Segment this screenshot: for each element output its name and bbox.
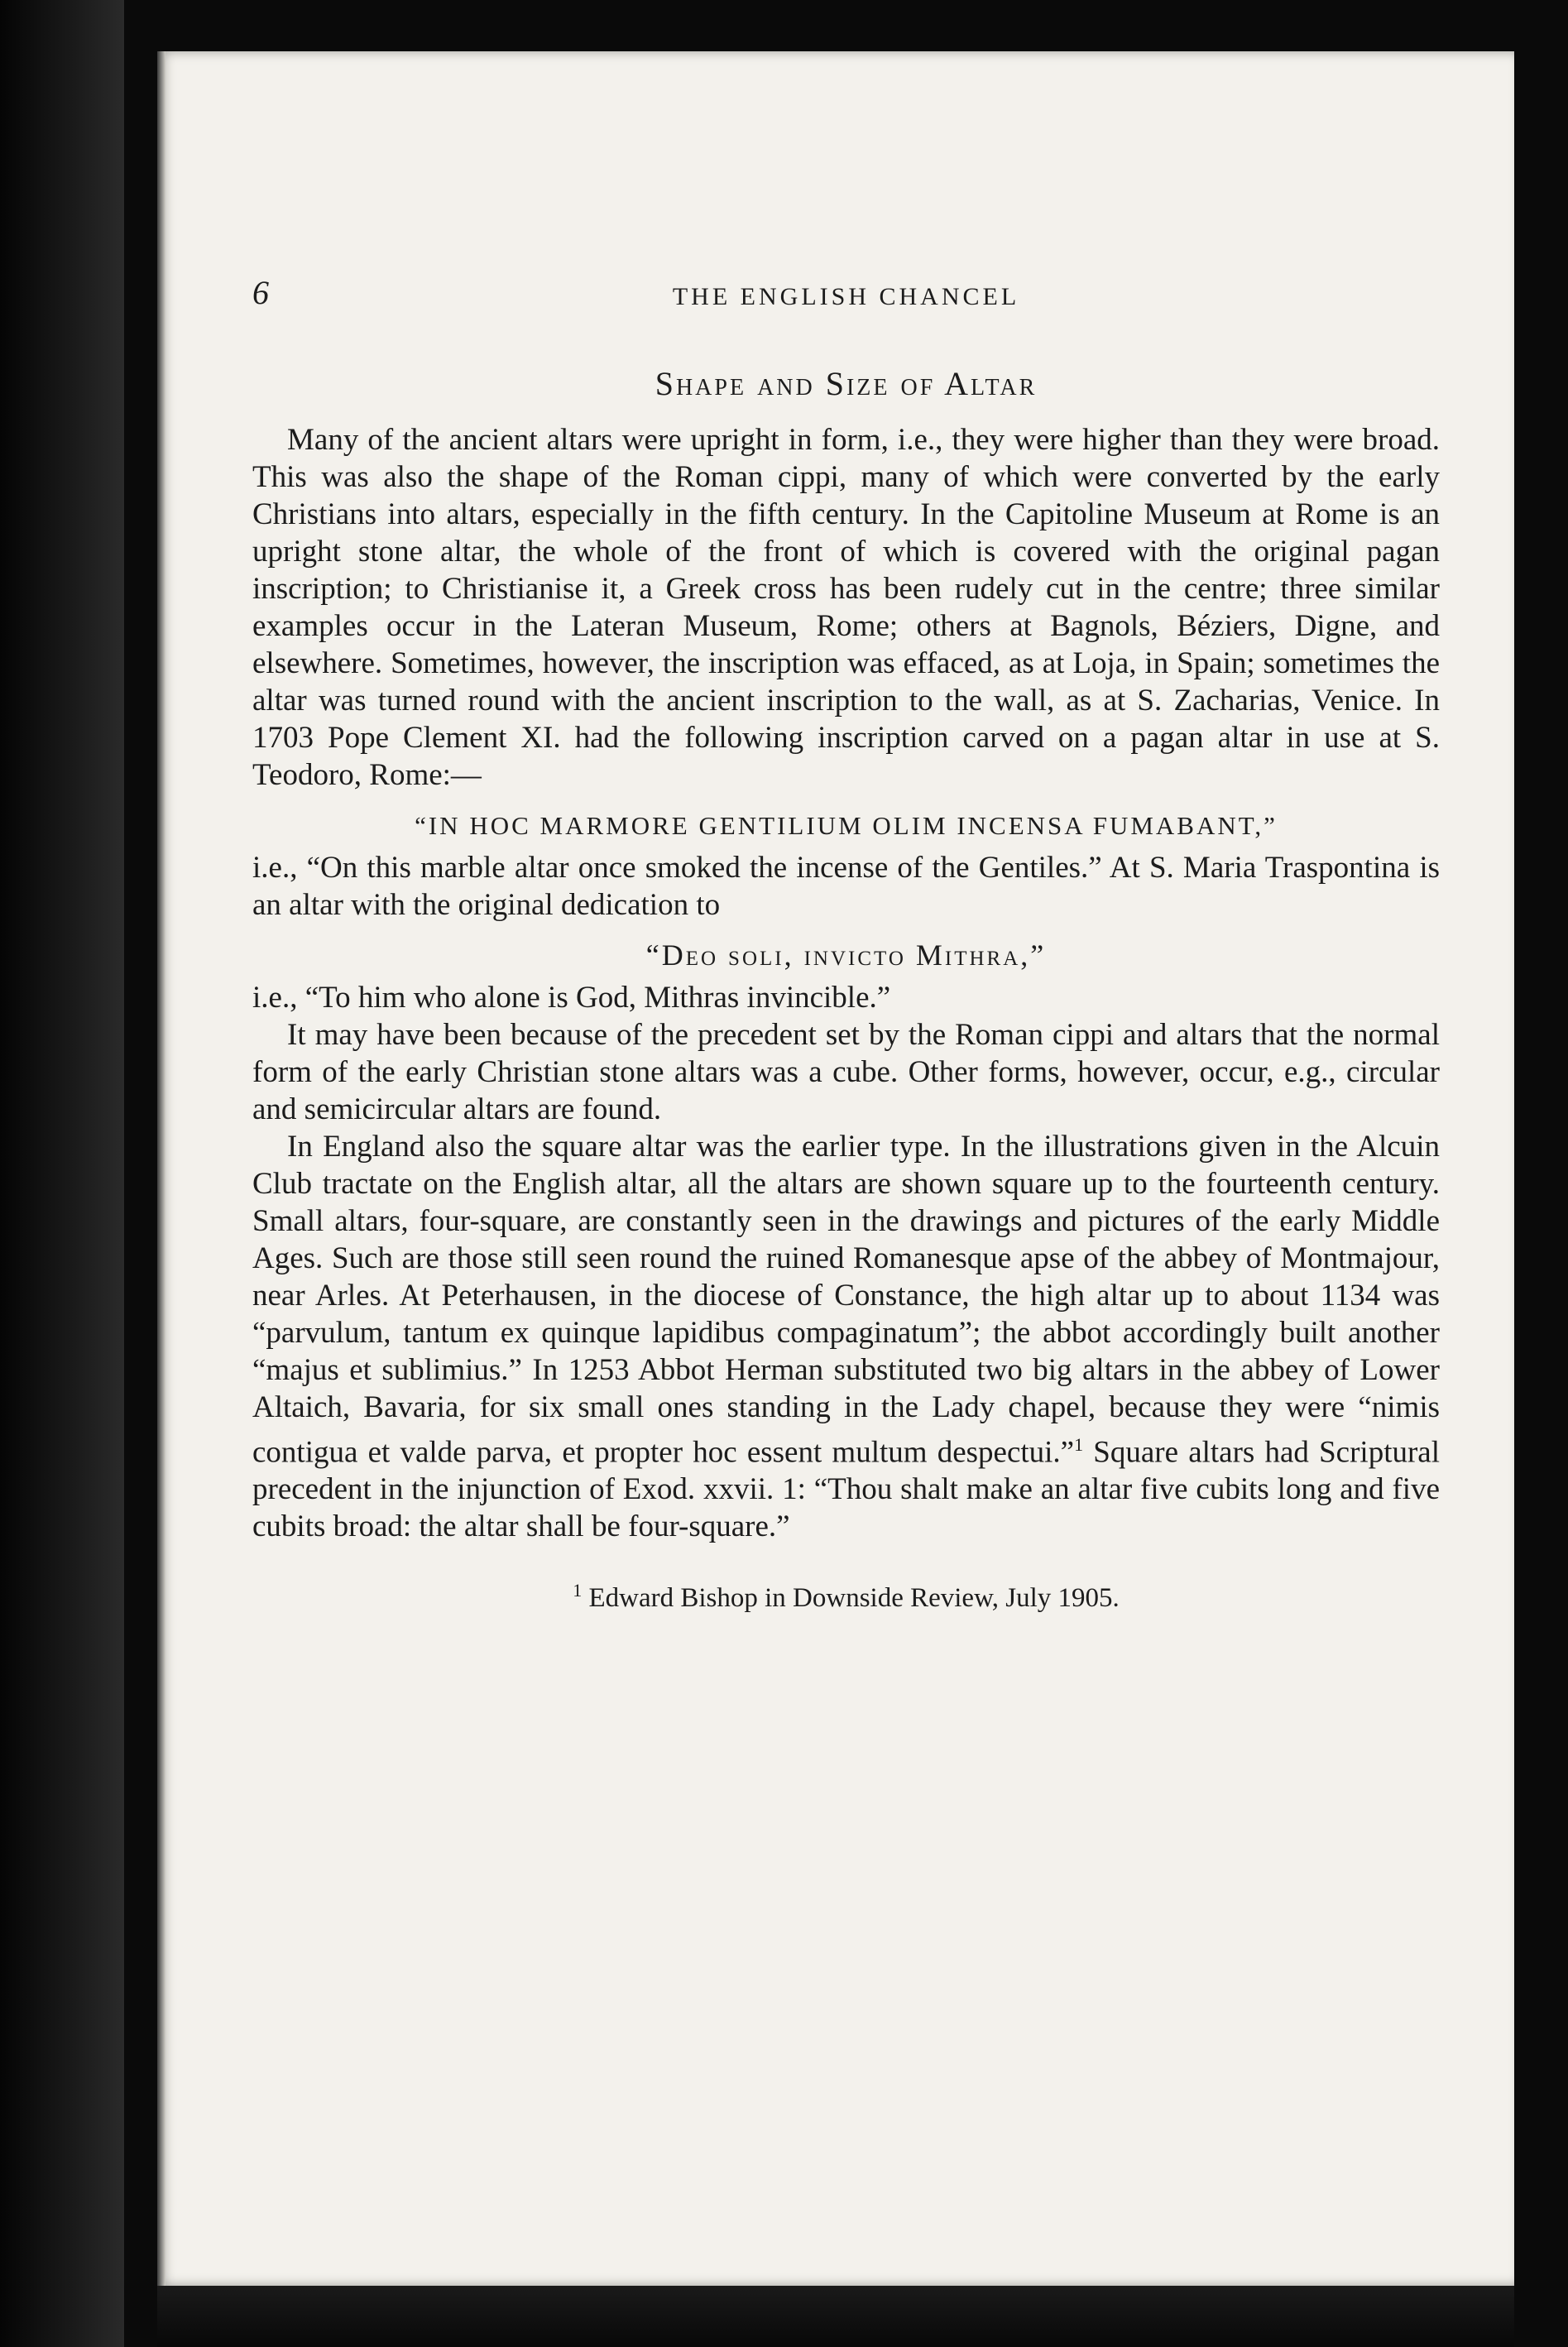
- footnote-reference: 1: [1074, 1434, 1084, 1455]
- latin-inscription-1: “IN HOC MARMORE GENTILIUM OLIM INCENSA FUMABANT,”: [415, 811, 1278, 840]
- paragraph-3: i.e., “To him who alone is God, Mithras invincible.”: [252, 981, 891, 1015]
- latin-inscription-2: “Deo soli, invicto Mithra,”: [645, 938, 1047, 972]
- footnote-text: Edward Bishop in Downside Review, July 1905.: [582, 1583, 1120, 1614]
- paragraph-5-continuation: Square altars had Scriptural precedent in the injunction of Exod. xxvii. 1: “Thou shalt make an altar five cubits long and five cubits broad: the altar shall be four-square.”: [252, 1435, 1440, 1544]
- paragraph-4: It may have been because of the precedent set by the Roman cippi and altars that the normal form of the early Christian stone altars was a cube. Other forms, however, occur, e.g., circular and semicircular altars are found.: [252, 1018, 1440, 1126]
- paragraph-5: [252, 1128, 1440, 1545]
- page-number: 6: [252, 274, 269, 311]
- scan-border-bottom: [157, 2286, 1514, 2347]
- running-head: [252, 265, 1440, 314]
- page-gutter-shadow: [157, 51, 165, 2286]
- section-title: Shape and Size of Altar: [655, 365, 1038, 402]
- paragraph-2: i.e., “On this marble altar once smoked the incense of the Gentiles.” At S. Maria Traspontina is an altar with the original dedication to: [252, 851, 1440, 922]
- running-title: THE ENGLISH CHANCEL: [672, 283, 1020, 310]
- paragraph-5-text: In England also the square altar was the earlier type. In the illustrations given in the Alcuin Club tractate on the English altar, all the altars are shown square up to the fourteenth century. Small altars, four-square, are constantly seen in the drawings and pictures of the early Middle Ages. Such are those still seen round the ruined Romanesque apse of the abbey of Montmajour, near Arles. At Peterhausen, in the diocese of Constance, the high altar up to about 1134 was “parvulum, tantum ex quinque lapidibus compaginatum”; the abbot accordingly built another “majus et sublimius.” In 1253 Abbot Herman substituted two big altars in the abbey of Lower Altaich, Bavaria, for six small ones standing in the Lady chapel, because they were “nimis contigua et valde parva, et propter hoc essent multum despectui.”: [252, 1130, 1440, 1470]
- footnote: [252, 1573, 1440, 1615]
- scan-border-left: [0, 0, 124, 2347]
- footnote-marker: 1: [573, 1580, 583, 1601]
- page-content: [252, 265, 1440, 1615]
- paragraph-1: Many of the ancient altars were upright in form, i.e., they were higher than they were broad. This was also the shape of the Roman cippi, many of which were converted by the early Christians into altars, especially in the fifth century. In the Capitoline Museum at Rome is an upright stone altar, the whole of the front of which is covered with the original pagan inscription; to Christianise it, a Greek cross has been rudely cut in the centre; three similar examples occur in the Lateran Museum, Rome; others at Bagnols, Béziers, Digne, and elsewhere. Sometimes, however, the inscription was effaced, as at Loja, in Spain; sometimes the altar was turned round with the ancient inscription to the wall, as at S. Zacharias, Venice. In 1703 Pope Clement XI. had the following inscription carved on a pagan altar in use at S. Teodoro, Rome:—: [252, 423, 1440, 792]
